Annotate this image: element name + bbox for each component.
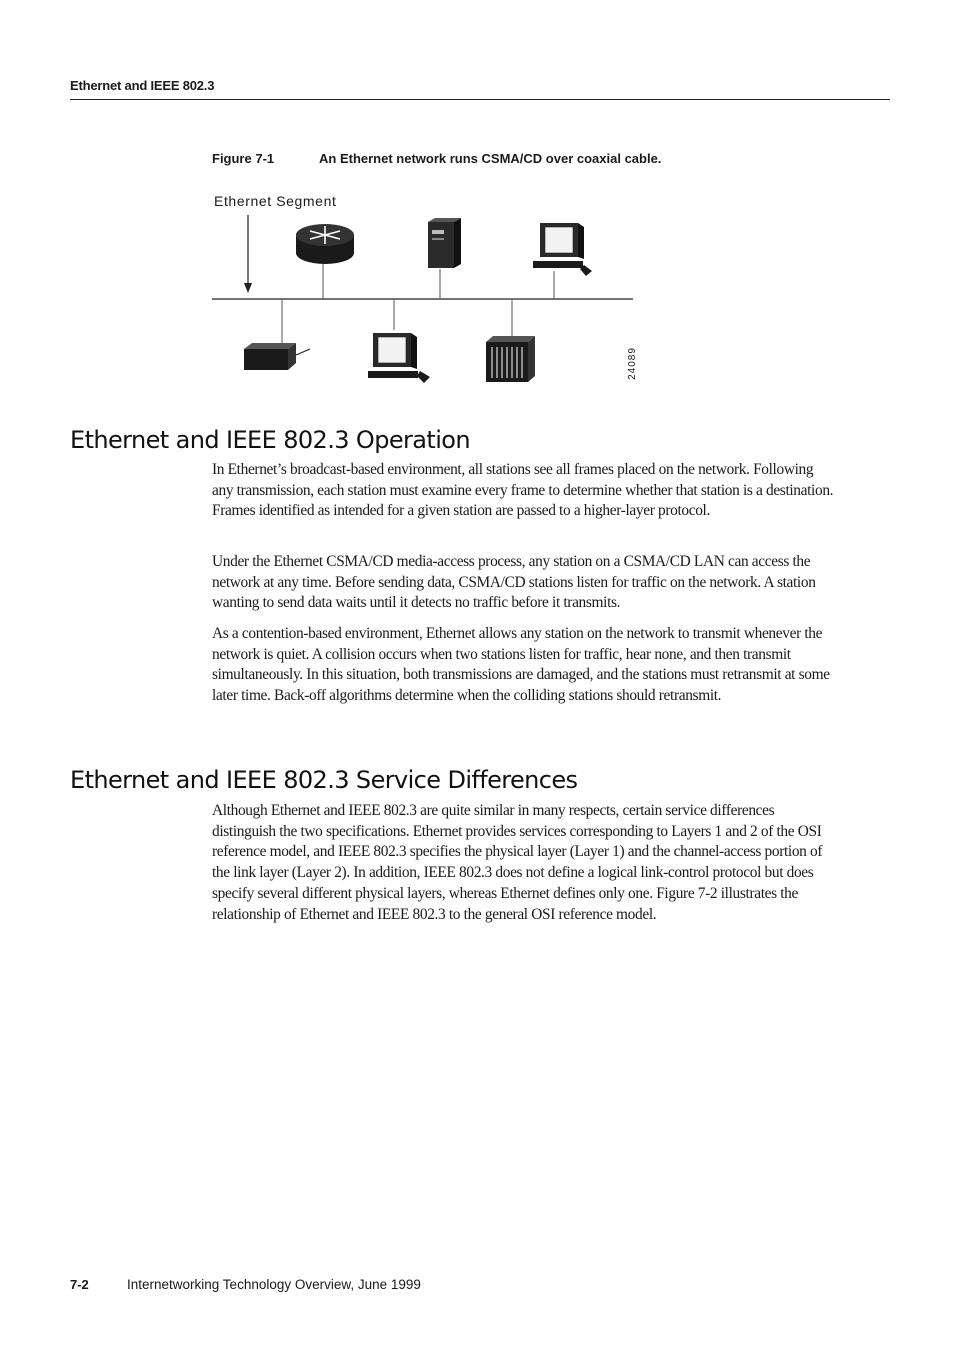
figure-number: Figure 7-1 xyxy=(212,151,275,166)
paragraph: Under the Ethernet CSMA/CD media-access process, any station on a CSMA/CD LAN can access the network at any time. Before sending data, CSMA/CD stations listen for traffic on the network. A station wanting to send data waits until it detects no traffic before it transmits. xyxy=(212,553,816,612)
segment-arrow xyxy=(244,215,252,293)
figure-id: 24089 xyxy=(626,347,638,380)
footer-book-title: Internetworking Technology Overview, June 1999 xyxy=(127,1277,421,1292)
server-tower-icon xyxy=(428,218,461,299)
figure-caption xyxy=(212,151,661,166)
section-heading-service-differences: Ethernet and IEEE 802.3 Service Differences xyxy=(70,766,578,794)
segment-label: Ethernet Segment xyxy=(214,193,337,209)
header-rule xyxy=(70,99,890,100)
server-cabinet-icon xyxy=(486,299,535,382)
section-heading-operation: Ethernet and IEEE 802.3 Operation xyxy=(70,426,470,454)
paragraph: Although Ethernet and IEEE 802.3 are quite similar in many respects, certain service differences distinguish the two specifications. Ethernet provides services corresponding to Layers 1 and 2 of the OSI reference model, and IEEE 802.3 specifies the physical layer (Layer 1) and the channel-access portion of the link layer (Layer 2). In addition, IEEE 802.3 does not define a logical link-control protocol but does specify several different physical layers, whereas Ethernet defines only one. Figure 7-2 illustrates the relationship of Ethernet and IEEE 802.3 to the general OSI reference model. xyxy=(212,802,823,923)
running-header: Ethernet and IEEE 802.3 xyxy=(70,78,215,93)
workstation-icon xyxy=(368,299,430,383)
printer-icon xyxy=(244,299,310,370)
ethernet-network-diagram xyxy=(200,185,650,395)
paragraph: As a contention-based environment, Ethernet allows any station on the network to transmit whenever the network is quiet. A collision occurs when two stations listen for traffic, hear none, and then transmit simultaneously. In this situation, both transmissions are damaged, and the stations must retransmit at some later time. Back-off algorithms determine when the colliding stations should retransmit. xyxy=(212,625,830,705)
footer-page-number: 7-2 xyxy=(70,1277,89,1292)
router-icon xyxy=(296,224,354,299)
paragraph: In Ethernet’s broadcast-based environment, all stations see all frames placed on the network. Following any transmission, each station must examine every frame to determine whether that station is a destination. Frames identified as intended for a given station are passed to a higher-layer protocol. xyxy=(212,461,834,520)
workstation-icon xyxy=(533,223,592,299)
figure-caption-text: An Ethernet network runs CSMA/CD over coaxial cable. xyxy=(319,151,662,166)
